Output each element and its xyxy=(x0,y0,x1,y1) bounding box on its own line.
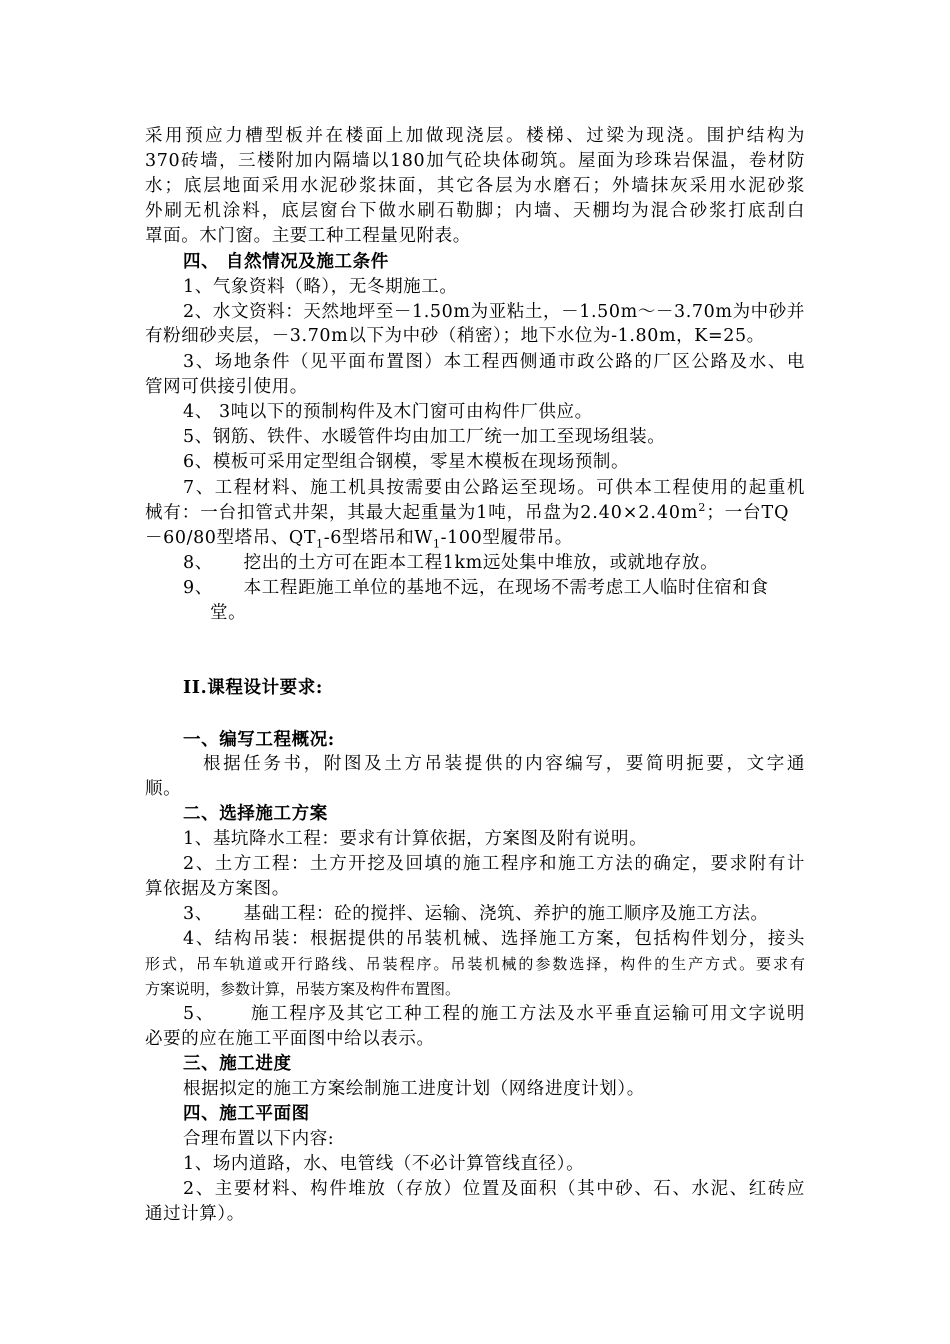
section-heading: 三、施工进度 xyxy=(183,1054,292,1074)
section-heading: 四、 自然情况及施工条件 xyxy=(183,252,389,272)
list-item: 2、水文资料：天然地坪至－1.50m为亚粘土，－1.50m～－3.70m为中砂并 xyxy=(183,302,805,322)
paragraph-line: 有粉细砂夹层，－3.70m以下为中砂（稍密）；地下水位为-1.80m，K=25。 xyxy=(145,326,765,346)
paragraph-line xyxy=(145,501,805,525)
paragraph-line: 管网可供接引使用。 xyxy=(145,377,308,397)
section-heading: 一、编写工程概况: xyxy=(183,730,335,750)
list-item: 5、 施工程序及其它工种工程的施工方法及水平垂直运输可用文字说明 xyxy=(183,1004,805,1024)
paragraph-line: 堂。 xyxy=(210,603,247,623)
list-item: 7、工程材料、施工机具按需要由公路运至现场。可供本工程使用的起重机 xyxy=(183,478,805,498)
paragraph-line: 根据拟定的施工方案绘制施工进度计划（网络进度计划）。 xyxy=(183,1079,645,1099)
subscript: 1 xyxy=(316,537,324,551)
list-item: 9、 本工程距施工单位的基地不远，在现场不需考虑工人临时住宿和食 xyxy=(183,578,769,598)
text-run: ；一台TQ xyxy=(706,503,790,523)
list-item: 8、 挖出的土方可在距本工程1km远处集中堆放，或就地存放。 xyxy=(183,553,719,573)
text-run: 械有：一台扣管式井架，其最大起重量为1吨，吊盘为2.40×2.40m xyxy=(145,503,699,523)
list-item: 1、场内道路，水、电管线（不必计算管线直径）。 xyxy=(183,1154,585,1174)
text-run: -6型塔吊和W xyxy=(323,528,433,548)
list-item: 4、 3吨以下的预制构件及木门窗可由构件厂供应。 xyxy=(183,402,593,422)
list-item: 1、气象资料（略），无冬期施工。 xyxy=(183,277,458,297)
list-item: 2、主要材料、构件堆放（存放）位置及面积（其中砂、石、水泥、红砖应 xyxy=(183,1179,805,1199)
paragraph-line: 方案说明，参数计算，吊装方案及构件布置图。 xyxy=(145,980,461,998)
paragraph-line: 算依据及方案图。 xyxy=(145,879,290,899)
paragraph-line: 合理布置以下内容: xyxy=(183,1129,335,1149)
list-item: 3、 基础工程：砼的搅拌、运输、浇筑、养护的施工顺序及施工方法。 xyxy=(183,904,769,924)
list-item: 4、结构吊装：根据提供的吊装机械、选择施工方案，包括构件划分，接头 xyxy=(183,929,805,949)
list-item: 6、模板可采用定型组合钢模，零星木模板在现场预制。 xyxy=(183,452,630,472)
paragraph-line: 370砖墙，三楼附加内隔墙以180加气砼块体砌筑。屋面为珍珠岩保温，卷材防 xyxy=(145,151,805,171)
paragraph-line: 顺。 xyxy=(145,779,182,799)
paragraph-line: 罩面。木门窗。主要工种工程量见附表。 xyxy=(145,226,471,246)
text-run: -100型履带吊。 xyxy=(440,528,573,548)
list-item: 2、土方工程：土方开挖及回填的施工程序和施工方法的确定，要求附有计 xyxy=(183,854,805,874)
paragraph-line: 外刷无机涂料，底层窗台下做水刷石勒脚；内墙、天棚均为混合砂浆打底刮白 xyxy=(145,201,805,221)
section-heading: 四、施工平面图 xyxy=(183,1104,310,1124)
paragraph-line: 形式，吊车轨道或开行路线、吊装程序。吊装机械的参数选择，构件的生产方式。要求有 xyxy=(145,955,805,973)
list-item: 1、基坑降水工程：要求有计算依据，方案图及附有说明。 xyxy=(183,829,648,849)
list-item: 3、场地条件（见平面布置图）本工程西侧通市政公路的厂区公路及水、电 xyxy=(183,352,805,372)
paragraph-line xyxy=(145,526,805,550)
superscript: 2 xyxy=(698,501,707,515)
list-item: 5、钢筋、铁件、水暖管件均由加工厂统一加工至现场组装。 xyxy=(183,427,666,447)
paragraph-line: 必要的应在施工平面图中给以表示。 xyxy=(145,1029,435,1049)
subscript: 1 xyxy=(433,537,441,551)
paragraph-line: 通过计算）。 xyxy=(145,1204,245,1224)
paragraph-line: 根据任务书，附图及土方吊装提供的内容编写，要简明扼要，文字通 xyxy=(203,754,805,774)
paragraph-line: 采用预应力槽型板并在楼面上加做现浇层。楼梯、过梁为现浇。围护结构为 xyxy=(145,126,805,146)
text-run: －60/80型塔吊、QT xyxy=(145,528,317,548)
paragraph-line: 水；底层地面采用水泥砂浆抹面，其它各层为水磨石；外墙抹灰采用水泥砂浆 xyxy=(145,176,805,196)
section-heading: II.课程设计要求: xyxy=(183,678,323,698)
section-heading: 二、选择施工方案 xyxy=(183,804,328,824)
